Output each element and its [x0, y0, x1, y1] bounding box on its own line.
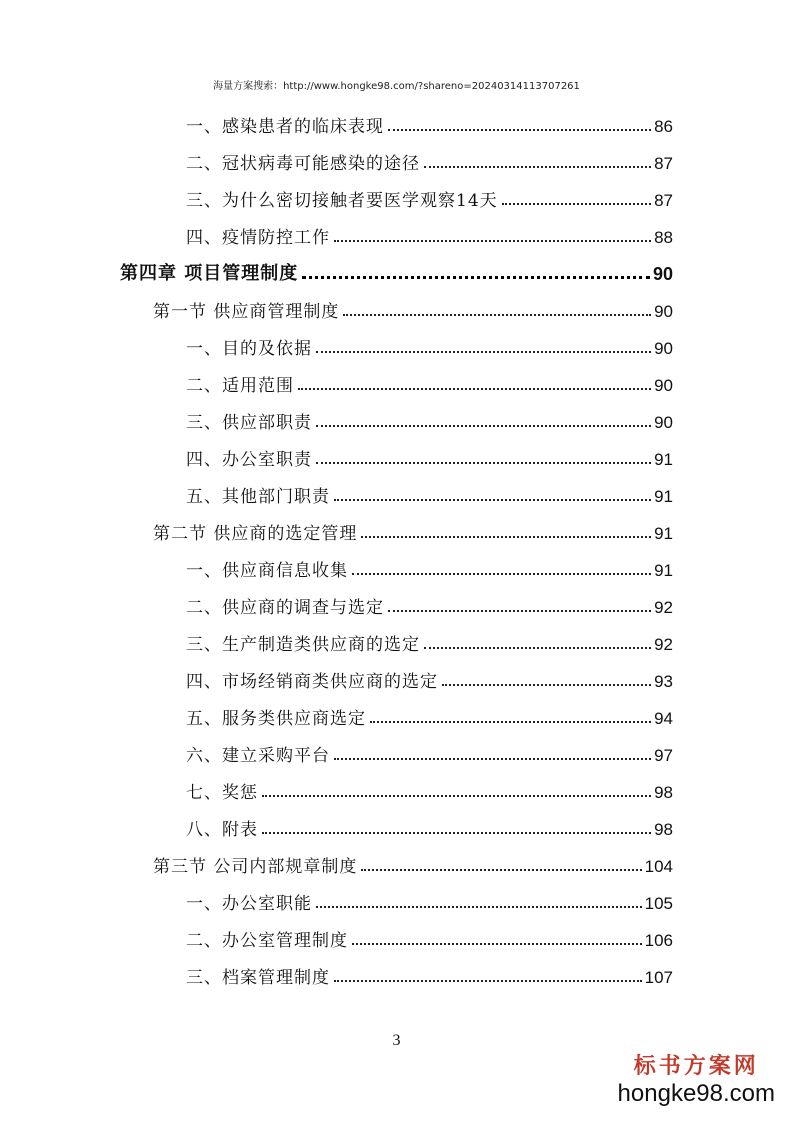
toc-entry-page: 98 — [654, 783, 673, 802]
toc-entry[interactable] — [186, 366, 673, 396]
toc-entry-page: 98 — [654, 820, 673, 839]
toc-leader-dots — [316, 351, 651, 353]
toc-entry-title: 一、供应商信息收集 — [186, 561, 348, 581]
toc-entry-title: 第三节 公司内部规章制度 — [153, 857, 358, 877]
toc-entry-title: 二、办公室管理制度 — [186, 931, 348, 951]
toc-entry-page: 107 — [644, 968, 673, 987]
toc-entry-title: 二、适用范围 — [186, 376, 294, 396]
toc-entry-title: 五、服务类供应商选定 — [186, 709, 366, 729]
toc-entry-title: 四、疫情防控工作 — [186, 228, 330, 248]
toc-leader-dots — [298, 388, 651, 390]
toc-section-entry[interactable] — [153, 292, 673, 322]
toc-entry-page: 92 — [654, 598, 673, 617]
toc-leader-dots — [343, 314, 651, 316]
toc-entry-page: 90 — [654, 413, 673, 432]
toc-entry[interactable] — [186, 477, 673, 507]
toc-entry[interactable] — [186, 884, 673, 914]
toc-entry[interactable] — [186, 403, 673, 433]
toc-entry[interactable] — [186, 921, 673, 951]
toc-entry-title: 二、供应商的调查与选定 — [186, 598, 384, 618]
toc-entry[interactable] — [186, 218, 673, 248]
toc-leader-dots — [316, 462, 651, 464]
toc-entry-page: 91 — [654, 524, 673, 543]
toc-entry-page: 105 — [644, 894, 673, 913]
toc-leader-dots — [334, 758, 651, 760]
toc-entry-title: 第二节 供应商的选定管理 — [153, 524, 358, 544]
toc-entry[interactable] — [186, 440, 673, 470]
watermark-chinese-text: 标书方案网 — [633, 1054, 759, 1079]
toc-entry-page: 87 — [654, 191, 673, 210]
site-watermark — [618, 1049, 775, 1108]
toc-entry-title: 一、目的及依据 — [186, 339, 312, 359]
toc-leader-dots — [302, 276, 650, 279]
toc-leader-dots — [352, 573, 651, 575]
toc-entry[interactable] — [186, 329, 673, 359]
toc-entry-page: 90 — [654, 376, 673, 395]
toc-entry-title: 第一节 供应商管理制度 — [153, 302, 340, 322]
toc-entry[interactable] — [186, 625, 673, 655]
watermark-url-text: hongke98.com — [617, 1080, 775, 1107]
toc-entry-title: 七、奖惩 — [186, 783, 258, 803]
toc-entry-page: 90 — [654, 302, 673, 321]
page-number: 3 — [392, 1032, 401, 1049]
toc-leader-dots — [370, 721, 651, 723]
toc-entry[interactable] — [186, 958, 673, 988]
toc-entry-page: 91 — [654, 561, 673, 580]
toc-leader-dots — [424, 647, 651, 649]
toc-entry-title: 四、办公室职责 — [186, 450, 312, 470]
toc-entry-title: 一、办公室职能 — [186, 894, 312, 914]
toc-entry[interactable] — [186, 588, 673, 618]
toc-entry-page: 94 — [654, 709, 673, 728]
toc-leader-dots — [262, 795, 651, 797]
toc-entry-page: 91 — [654, 487, 673, 506]
toc-leader-dots — [361, 869, 641, 871]
toc-entry-title: 四、市场经销商类供应商的选定 — [186, 672, 438, 692]
toc-entry-page: 104 — [644, 857, 673, 876]
toc-entry-page: 93 — [654, 672, 673, 691]
toc-entry-page: 97 — [654, 746, 673, 765]
toc-entry-title: 三、为什么密切接触者要医学观察14天 — [186, 191, 498, 211]
toc-entry-page: 90 — [654, 339, 673, 358]
toc-entry[interactable] — [186, 736, 673, 766]
toc-entry-page: 90 — [652, 264, 673, 284]
toc-chapter-entry[interactable] — [120, 255, 673, 285]
page-header: 海量方案搜索：http://www.hongke98.com/?shareno=20240314113707261 — [213, 81, 580, 92]
toc-leader-dots — [334, 499, 651, 501]
toc-leader-dots — [334, 240, 651, 242]
toc-leader-dots — [262, 832, 651, 834]
toc-entry-title: 第四章 项目管理制度 — [120, 263, 299, 284]
toc-leader-dots — [334, 980, 642, 982]
toc-entry-title: 三、档案管理制度 — [186, 968, 330, 988]
toc-entry-title: 二、冠状病毒可能感染的途径 — [186, 154, 420, 174]
toc-entry[interactable] — [186, 107, 673, 137]
toc-entry[interactable] — [186, 773, 673, 803]
toc-entry-title: 六、建立采购平台 — [186, 746, 330, 766]
toc-entry-page: 88 — [654, 228, 673, 247]
toc-entry[interactable] — [186, 810, 673, 840]
toc-entry-title: 八、附表 — [186, 820, 258, 840]
toc-leader-dots — [502, 203, 651, 205]
toc-entry-title: 三、供应部职责 — [186, 413, 312, 433]
toc-entry-page: 92 — [654, 635, 673, 654]
toc-entry-page: 106 — [644, 931, 673, 950]
toc-leader-dots — [361, 536, 651, 538]
toc-entry-title: 三、生产制造类供应商的选定 — [186, 635, 420, 655]
toc-leader-dots — [388, 610, 651, 612]
toc-entry-page: 86 — [654, 117, 673, 136]
toc-entry[interactable] — [186, 144, 673, 174]
toc-entry[interactable] — [186, 699, 673, 729]
toc-leader-dots — [442, 684, 651, 686]
toc-entry[interactable] — [186, 551, 673, 581]
toc-section-entry[interactable] — [153, 514, 673, 544]
toc-leader-dots — [316, 906, 642, 908]
toc-leader-dots — [388, 129, 651, 131]
toc-entry-title: 一、感染患者的临床表现 — [186, 117, 384, 137]
toc-leader-dots — [352, 943, 642, 945]
toc-leader-dots — [316, 425, 651, 427]
toc-leader-dots — [424, 166, 651, 168]
toc-entry[interactable] — [186, 181, 673, 211]
toc-entry[interactable] — [186, 662, 673, 692]
toc-entry-title: 五、其他部门职责 — [186, 487, 330, 507]
toc-entry-page: 91 — [654, 450, 673, 469]
toc-section-entry[interactable] — [153, 847, 673, 877]
toc-entry-page: 87 — [654, 154, 673, 173]
